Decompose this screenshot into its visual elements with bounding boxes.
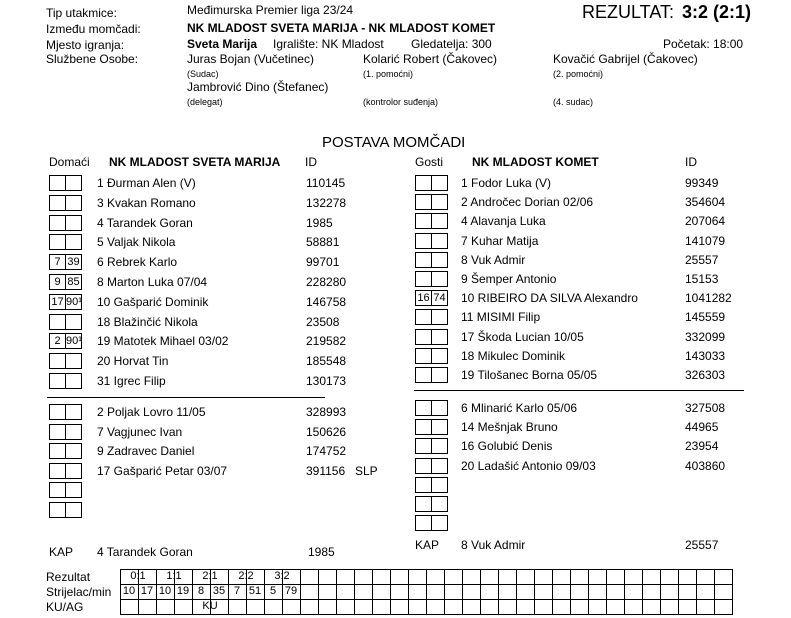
score-grid-cell: [336, 569, 355, 585]
away-captain-player: 8 Vuk Admir: [461, 538, 526, 552]
score-grid-cell: [606, 569, 625, 585]
player-id: 99349: [685, 176, 719, 190]
sub-minute-box: 74: [431, 290, 448, 306]
player-id: 391156: [306, 463, 346, 478]
score-grid-cell: [660, 584, 679, 600]
player-name: 11 MISIMI Filip: [461, 310, 541, 325]
score-grid-cell: [462, 599, 481, 615]
score-value: 2:1: [202, 570, 218, 582]
score-grid-cell: [570, 569, 589, 585]
sub-minute-box: [431, 419, 448, 435]
player-name: 5 Valjak Nikola: [97, 235, 176, 250]
player-name: 19 Matotek Mihael 03/02: [97, 334, 229, 349]
sub-minute-box: [431, 367, 448, 383]
player-name: 2 Andročec Dorian 02/06: [461, 195, 594, 210]
player-id: 327508: [685, 401, 726, 415]
away-id-header: ID: [685, 155, 697, 169]
score-grid-cell: [282, 599, 301, 615]
player-name: 7 Kuhar Matija: [461, 233, 539, 248]
player-name: 3 Kvakan Romano: [97, 195, 196, 210]
official-role: (1. pomoćni): [363, 69, 414, 79]
home-divider: [47, 397, 325, 398]
score-grid-cell: [660, 599, 679, 615]
score-grid-cell: [642, 599, 661, 615]
score-grid-cell: [498, 584, 517, 600]
score-grid-cell: [426, 584, 445, 600]
sub-minute-box: 39: [65, 254, 82, 270]
sub-minute-box: [415, 367, 431, 383]
score-grid-cell: [300, 584, 319, 600]
score-grid-cell: [552, 584, 571, 600]
player-name: 19 Tilošanec Borna 05/05: [461, 368, 598, 382]
player-id: 174752: [306, 444, 347, 459]
score-grid-cell: [300, 599, 319, 615]
player-name: 18 Blažinčić Nikola: [97, 314, 198, 329]
player-id: 110145: [306, 176, 346, 190]
kuag-value: KU: [202, 600, 218, 612]
sub-minute-box: [49, 373, 65, 389]
sub-minute-box: [431, 309, 448, 325]
sub-minute-box: [415, 175, 431, 191]
score-grid-cell: [660, 569, 679, 585]
match-type-value: Međimurska Premier liga 23/24: [187, 3, 354, 17]
sub-minute-box: [431, 477, 448, 493]
score-grid-cell: [354, 599, 373, 615]
sub-minute-box: [415, 515, 431, 531]
sub-minute-box: [65, 195, 82, 211]
sub-minute-box: [431, 496, 448, 512]
score-grid-cell: [588, 584, 607, 600]
score-grid-cell: [408, 599, 427, 615]
score-grid-cell: [516, 584, 535, 600]
kickoff-time: Početak: 18:00: [663, 37, 744, 51]
score-grid-cell: [624, 599, 643, 615]
sub-minute-box: [49, 463, 65, 479]
sub-minute-box: [65, 353, 82, 369]
player-name: 4 Tarandek Goran: [97, 215, 193, 230]
score-grid-cell: [264, 599, 283, 615]
score-grid-cell: [678, 599, 697, 615]
scorer-value: 17: [140, 585, 154, 597]
score-grid-cell: [570, 599, 589, 615]
score-grid-cell: [390, 599, 409, 615]
player-id: 141079: [685, 233, 726, 248]
sub-minute-box: [65, 215, 82, 231]
player-name: 9 Šemper Antonio: [461, 272, 557, 286]
sub-minute-box: [49, 482, 65, 498]
score-grid-cell: [624, 569, 643, 585]
score-grid-cell: [444, 584, 463, 600]
player-name: 1 Fodor Luka (V): [461, 176, 552, 190]
player-id: 326303: [685, 368, 726, 382]
player-id: 354604: [685, 195, 726, 210]
player-name: 20 Ladašić Antonio 09/03: [461, 458, 596, 473]
sub-minute-box: 17: [49, 294, 65, 310]
sub-minute-box: [431, 175, 448, 191]
sub-minute-box: 9: [49, 274, 65, 290]
venue-value: Sveta Marija: [187, 37, 258, 51]
sub-minute-box: [49, 314, 65, 330]
sub-minute-box: [65, 443, 82, 459]
player-id: 150626: [306, 424, 347, 439]
scorer-value: 8: [197, 585, 205, 597]
sub-minute-box: [431, 213, 448, 229]
score-grid-cell: [678, 584, 697, 600]
sub-minute-box: [431, 271, 448, 287]
score-grid-cell: [318, 599, 337, 615]
score-grid-cell: [426, 569, 445, 585]
player-id: 15153: [685, 272, 719, 286]
score-grid-cell: [534, 569, 553, 585]
lineup-title: POSTAVA MOMČADI: [322, 134, 466, 151]
score-grid-cell: [480, 584, 499, 600]
sub-minute-box: [431, 233, 448, 249]
teams-value: NK MLADOST SVETA MARIJA - NK MLADOST KOMET: [187, 21, 496, 35]
score-grid-cell: [696, 569, 715, 585]
score-grid-cell: [696, 584, 715, 600]
player-id: 228280: [306, 275, 347, 289]
player-name: 17 Škoda Lucian 10/05: [461, 329, 584, 344]
score-grid-cell: [444, 599, 463, 615]
score-grid-cell: [426, 599, 445, 615]
officials-label: Službene Osobe:: [46, 52, 139, 66]
official-role: (Sudac): [187, 69, 219, 79]
sub-minute-box: [431, 438, 448, 454]
score-grid-cell: [498, 569, 517, 585]
score-value: 2:2: [238, 570, 254, 582]
player-id: 1985: [306, 215, 333, 230]
sub-minute-box: [49, 234, 65, 250]
player-id: 146758: [306, 294, 347, 309]
sub-minute-box: [415, 233, 431, 249]
away-side-label: Gosti: [415, 155, 444, 169]
player-id: 332099: [685, 329, 726, 344]
away-team-name: NK MLADOST KOMET: [472, 155, 599, 169]
sub-minute-box: [415, 252, 431, 268]
score-grid-cell: [678, 569, 697, 585]
player-id: 23954: [685, 439, 719, 454]
score-grid-cell: [714, 569, 733, 585]
sub-minute-box: [431, 329, 448, 345]
player-name: 18 Mikulec Dominik: [461, 348, 566, 363]
player-name: 8 Marton Luka 07/04: [97, 275, 208, 289]
score-grid-cell: [354, 584, 373, 600]
scorer-value: 7: [233, 585, 241, 597]
sub-minute-box: [65, 502, 82, 518]
score-grid-cell: [336, 584, 355, 600]
sub-minute-box: [65, 314, 82, 330]
scorer-value: 10: [158, 585, 172, 597]
match-type-label: Tip utakmice:: [46, 6, 117, 20]
score-value: 0:1: [130, 570, 146, 582]
spectators: Gledatelja: 300: [411, 37, 492, 51]
sub-minute-box: [415, 400, 431, 416]
score-grid-cell: [246, 599, 265, 615]
sub-minute-box: [431, 400, 448, 416]
official-role: (kontrolor suđenja): [363, 97, 439, 107]
score-grid-cell: [462, 569, 481, 585]
home-captain-id: 1985: [308, 545, 335, 559]
player-id: 23508: [306, 314, 340, 329]
home-team-name: NK MLADOST SVETA MARIJA: [109, 155, 281, 169]
player-id: 25557: [685, 252, 719, 267]
score-grid-cell: [516, 569, 535, 585]
player-name: 1 Đurman Alen (V): [97, 176, 196, 190]
kuag-row-label: KU/AG: [46, 600, 84, 614]
scorer-value: 10: [122, 585, 136, 597]
sub-minute-box: [415, 438, 431, 454]
player-id: 132278: [306, 195, 347, 210]
scorer-value: 19: [176, 585, 190, 597]
venue-label: Mjesto igranja:: [46, 38, 125, 52]
player-name: 6 Mlinarić Karlo 05/06: [461, 401, 578, 415]
score-grid-cell: [714, 584, 733, 600]
sub-minute-box: [415, 329, 431, 345]
sub-minute-box: [415, 458, 431, 474]
sub-minute-box: [49, 215, 65, 231]
sub-minute-box: [65, 463, 82, 479]
sub-minute-box: [415, 213, 431, 229]
sub-minute-box: [415, 194, 431, 210]
sub-minute-box: [65, 482, 82, 498]
sub-minute-box: [431, 252, 448, 268]
result-label: REZULTAT:: [582, 2, 675, 22]
score-grid-cell: [570, 584, 589, 600]
player-id: 185548: [306, 354, 347, 369]
score-grid-cell: [372, 584, 391, 600]
player-name: 8 Vuk Admir: [461, 252, 526, 267]
score-grid-cell: [480, 599, 499, 615]
player-name: 10 RIBEIRO DA SILVA Alexandro: [461, 291, 638, 306]
score-grid-cell: [372, 599, 391, 615]
score-grid-cell: [156, 599, 175, 615]
score-grid-cell: [534, 584, 553, 600]
sub-minute-box: [49, 353, 65, 369]
sub-minute-box: [65, 404, 82, 420]
sub-minute-box: 85: [65, 274, 82, 290]
score-grid-cell: [174, 599, 193, 615]
sub-minute-box: [49, 502, 65, 518]
score-grid-cell: [642, 569, 661, 585]
player-id: 44965: [685, 420, 719, 435]
sub-minute-box: [431, 348, 448, 364]
score-grid-cell: [462, 584, 481, 600]
score-grid-cell: [390, 569, 409, 585]
score-grid-cell: [696, 599, 715, 615]
player-id: 145559: [685, 310, 726, 325]
player-name: 31 Igrec Filip: [97, 374, 166, 388]
score-grid-cell: [318, 569, 337, 585]
sub-minute-box: [431, 458, 448, 474]
score-grid-cell: [624, 584, 643, 600]
official-name: Kovačić Gabrijel (Čakovec): [553, 52, 698, 66]
score-grid-cell: [498, 599, 517, 615]
scorer-value: 35: [212, 585, 226, 597]
official-name: Juras Bojan (Vučetinec): [187, 52, 314, 66]
score-grid-cell: [120, 599, 139, 615]
player-name: 14 Mešnjak Bruno: [461, 420, 558, 435]
player-name: 7 Vagjunec Ivan: [97, 424, 183, 439]
score-row-label: Rezultat: [46, 570, 91, 584]
sub-minute-box: 2: [49, 333, 65, 349]
score-grid-cell: [714, 599, 733, 615]
player-id: 143033: [685, 348, 726, 363]
score-grid-cell: [408, 584, 427, 600]
away-divider: [414, 390, 744, 391]
home-captain-player: 4 Tarandek Goran: [97, 545, 193, 559]
away-captain-label: KAP: [415, 538, 440, 552]
score-grid-cell: [354, 569, 373, 585]
player-name: 20 Horvat Tin: [97, 354, 169, 369]
score-grid-cell: [606, 584, 625, 600]
sub-minute-box: [415, 271, 431, 287]
sub-minute-box: 16: [415, 290, 431, 306]
player-id: 219582: [306, 334, 347, 349]
sub-minute-box: [49, 443, 65, 459]
sub-minute-box: [415, 477, 431, 493]
sub-minute-box: [415, 348, 431, 364]
player-note: SLP: [355, 463, 378, 478]
score-grid-cell: [300, 569, 319, 585]
score-grid-cell: [318, 584, 337, 600]
scorer-value: 79: [284, 585, 298, 597]
scorer-row-label: Strijelac/min: [46, 585, 112, 599]
score-value: 3:2: [274, 570, 290, 582]
player-name: 17 Gašparić Petar 03/07: [97, 463, 228, 478]
result-value: 3:2 (2:1): [682, 2, 752, 22]
player-id: 130173: [306, 374, 347, 388]
score-grid-cell: [444, 569, 463, 585]
score-grid-cell: [642, 584, 661, 600]
score-grid-cell: [336, 599, 355, 615]
sub-minute-box: [49, 195, 65, 211]
sub-minute-box: [49, 175, 65, 191]
score-value: 1:1: [166, 570, 182, 582]
scorer-value: 5: [269, 585, 277, 597]
score-grid-cell: [138, 599, 157, 615]
official-role: (4. sudac): [553, 97, 594, 107]
player-id: 1041282: [685, 291, 732, 306]
teams-label: Između momčadi:: [46, 22, 141, 36]
score-grid-cell: [588, 599, 607, 615]
score-grid-cell: [372, 569, 391, 585]
scorer-value: 51: [248, 585, 262, 597]
score-grid-cell: [516, 599, 535, 615]
sub-minute-box: [415, 496, 431, 512]
player-id: 403860: [685, 458, 726, 473]
score-grid-cell: [588, 569, 607, 585]
sub-minute-box: 7: [49, 254, 65, 270]
score-grid-cell: [552, 569, 571, 585]
player-name: 2 Poljak Lovro 11/05: [97, 405, 206, 419]
sub-minute-box: [49, 424, 65, 440]
official-role: (2. pomoćni): [553, 69, 604, 79]
sub-minute-box: [65, 424, 82, 440]
player-id: 58881: [306, 235, 340, 250]
away-captain-id: 25557: [685, 538, 719, 552]
sub-minute-box: [65, 175, 82, 191]
sub-minute-box: 90¹: [66, 335, 82, 348]
player-name: 9 Zadravec Daniel: [97, 444, 195, 459]
score-grid-cell: [606, 599, 625, 615]
player-name: 10 Gašparić Dominik: [97, 294, 209, 309]
sub-minute-box: [415, 309, 431, 325]
player-id: 99701: [306, 255, 340, 270]
score-grid-cell: [228, 599, 247, 615]
sub-minute-box: [65, 373, 82, 389]
home-id-header: ID: [305, 155, 317, 169]
score-grid-cell: [408, 569, 427, 585]
score-grid-cell: [480, 569, 499, 585]
player-name: 6 Rebrek Karlo: [97, 255, 178, 270]
player-id: 328993: [306, 405, 347, 419]
official-name: Kolarić Robert (Čakovec): [363, 52, 498, 66]
official-name: Jambrović Dino (Štefanec): [187, 80, 329, 94]
sub-minute-box: [431, 194, 448, 210]
score-grid-cell: [552, 599, 571, 615]
score-grid-cell: [390, 584, 409, 600]
home-side-label: Domaći: [49, 155, 90, 169]
home-captain-label: KAP: [49, 545, 74, 559]
sub-minute-box: [49, 404, 65, 420]
pitch: Igralište: NK Mladost: [273, 37, 384, 51]
sub-minute-box: 90¹: [66, 295, 82, 308]
sub-minute-box: [431, 515, 448, 531]
sub-minute-box: [415, 419, 431, 435]
player-name: 4 Alavanja Luka: [461, 214, 546, 229]
score-grid-cell: [534, 599, 553, 615]
player-name: 16 Golubić Denis: [461, 439, 553, 454]
official-role: (delegat): [187, 97, 223, 107]
sub-minute-box: [65, 234, 82, 250]
player-id: 207064: [685, 214, 726, 229]
